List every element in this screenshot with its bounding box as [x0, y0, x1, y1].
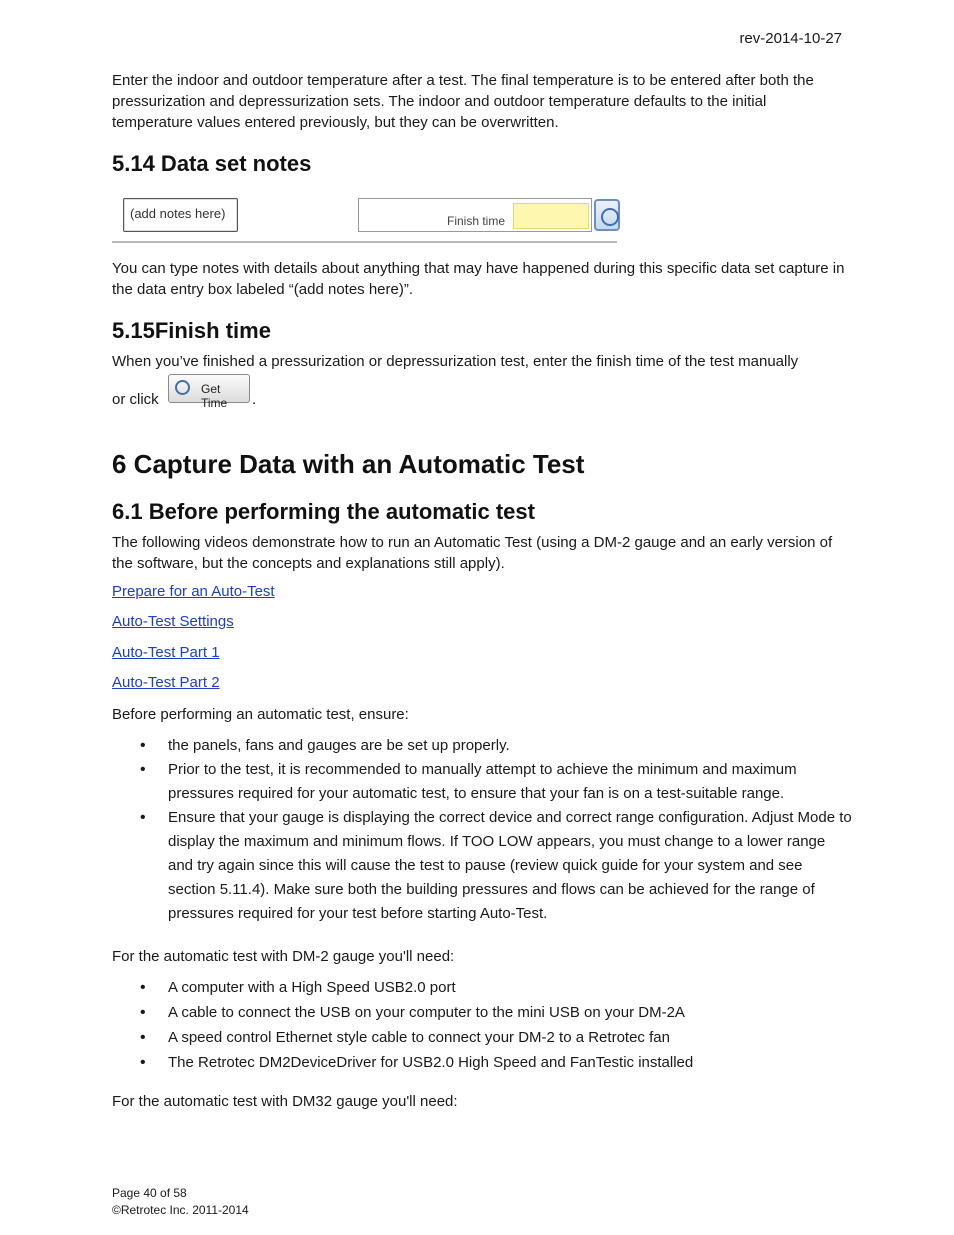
get-time-label: Get Time: [201, 382, 228, 410]
list-item: • The Retrotec DM2DeviceDriver for USB2.0 High Speed and FanTestic installed: [112, 1050, 852, 1075]
finish-time-line1: When you’ve finished a pressurization or depressurization test, enter the finish time of the test manually: [112, 353, 799, 370]
heading-6: 6 Capture Data with an Automatic Test: [112, 449, 585, 479]
revision-label: rev-2014-10-27: [739, 30, 842, 47]
notes-description: You can type notes with details about anything that may have happened during this specific data set capture in the data entry box labeled “(add notes here)”.: [112, 260, 845, 298]
finish-time-or-click: or click: [112, 391, 159, 408]
get-time-button[interactable]: [168, 374, 250, 410]
clock-button[interactable]: [594, 199, 620, 231]
heading-6-1: 6.1 Before performing the automatic test: [112, 499, 535, 524]
clock-icon: [601, 208, 619, 226]
heading-5-14: 5.14 Data set notes: [112, 151, 312, 176]
footer-copyright: ©Retrotec Inc. 2011-2014: [112, 1203, 249, 1217]
link-prepare-auto-test[interactable]: Prepare for an Auto-Test: [112, 583, 275, 600]
link-auto-test-part-2[interactable]: Auto-Test Part 2: [112, 674, 220, 691]
list-item: • the panels, fans and gauges are be set up properly.: [112, 734, 852, 758]
clock-icon: [175, 380, 190, 395]
dm32-intro: For the automatic test with DM32 gauge you'll need:: [112, 1093, 458, 1110]
link-auto-test-settings[interactable]: Auto-Test Settings: [112, 613, 234, 630]
finish-time-label: Finish time: [447, 214, 506, 228]
footer-page: Page 40 of 58: [112, 1186, 187, 1200]
finish-time-period: .: [252, 391, 257, 408]
dm2-list: [112, 975, 852, 1075]
ensure-intro: Before performing an automatic test, ensure:: [112, 706, 409, 723]
list-item: • A speed control Ethernet style cable to connect your DM-2 to a Retrotec fan: [112, 1025, 852, 1050]
list-item: • A computer with a High Speed USB2.0 port: [112, 975, 852, 1000]
list-item: • Prior to the test, it is recommended to manually attempt to achieve the minimum and maximum pressures required for your automatic test, to ensure that your fan is on a test-suitable range.: [112, 758, 852, 806]
link-auto-test-part-1[interactable]: Auto-Test Part 1: [112, 644, 220, 661]
list-item: • A cable to connect the USB on your computer to the mini USB on your DM-2A: [112, 1000, 852, 1025]
dm2-intro: For the automatic test with DM-2 gauge you'll need:: [112, 948, 455, 965]
finish-time-field-frame: [358, 198, 592, 232]
videos-intro: The following videos demonstrate how to run an Automatic Test (using a DM-2 gauge and an early version of the software, but the concepts and explanations still apply).: [112, 534, 833, 572]
data-set-notes-screenshot: [112, 196, 617, 243]
ensure-list: [112, 734, 852, 926]
notes-field[interactable]: (add notes here): [123, 198, 238, 232]
heading-5-15: 5.15Finish time: [112, 318, 271, 343]
intro-paragraph: Enter the indoor and outdoor temperature after a test. The final temperature is to be entered after both the pressurization and depressurization sets. The indoor and outdoor temperature defaults to the initial temperature values entered previously, but they can be overwritten.: [112, 72, 814, 131]
finish-time-input[interactable]: [513, 203, 589, 229]
list-item: • Ensure that your gauge is displaying the correct device and correct range configuration. Adjust Mode to display the maximum and minimum flows. If TOO LOW appears, you must change to a lower range and try again since this will cause the test to pause (review quick guide for your system and see section 5.11.4). Make sure both the building pressures and flows can be achieved for the range of pressures required for your test before starting Auto-Test.: [112, 806, 852, 926]
